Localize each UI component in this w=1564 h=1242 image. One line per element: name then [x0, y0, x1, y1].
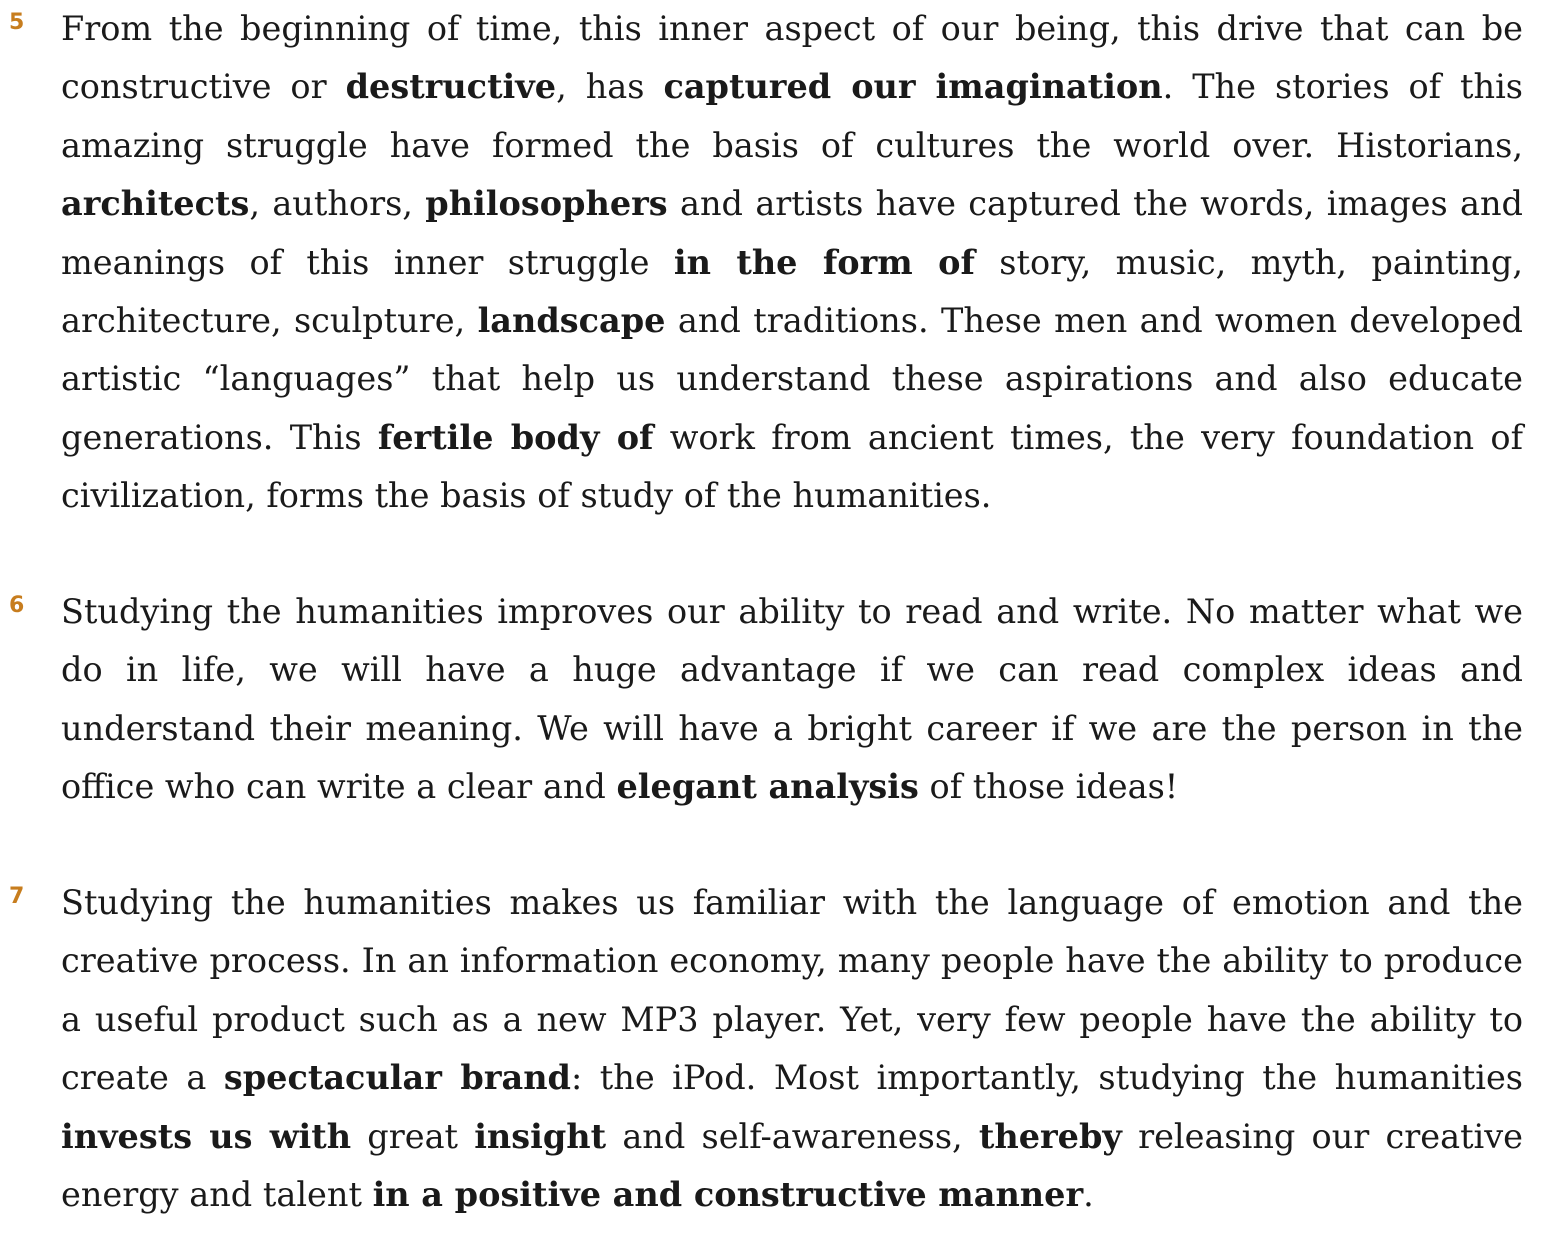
- bold-phrase: philosophers: [425, 184, 668, 224]
- text-segment: and traditions. These men and women developed artistic “languages” that help us understand these aspirations and also educate generations. This: [61, 301, 1524, 457]
- bold-phrase: elegant analysis: [616, 767, 919, 807]
- text-segment: . The stories of this amazing struggle have formed the basis of cultures the world over. Historians,: [61, 67, 1523, 165]
- text-segment: and artists have captured the words, images and meanings of this inner struggle: [61, 184, 1523, 282]
- text-segment: , authors,: [249, 184, 426, 224]
- paragraph-text: [61, 874, 1523, 1224]
- bold-phrase: invests us with: [61, 1116, 352, 1156]
- text-segment: releasing our creative energy and talent: [61, 1116, 1523, 1215]
- text-segment: great: [351, 1116, 475, 1156]
- bold-phrase: destructive: [345, 67, 557, 107]
- paragraph-text: [61, 583, 1523, 817]
- paragraph-number: 5: [9, 10, 25, 35]
- text-segment: of those ideas!: [918, 767, 1179, 807]
- bold-phrase: thereby: [978, 1116, 1122, 1156]
- text-segment: .: [1083, 1175, 1094, 1215]
- paragraph-number: 7: [9, 884, 25, 909]
- text-segment: : the iPod. Most importantly, studying the humanities: [570, 1058, 1524, 1098]
- bold-phrase: spectacular brand: [223, 1058, 571, 1098]
- bold-phrase: insight: [474, 1116, 607, 1156]
- bold-phrase: fertile body of: [377, 417, 654, 457]
- bold-phrase: architects: [61, 184, 250, 224]
- text-segment: and self-awareness,: [606, 1116, 979, 1156]
- paragraph-text: [61, 0, 1523, 526]
- bold-phrase: in a positive and constructive manner: [372, 1175, 1084, 1215]
- bold-phrase: captured our imagination: [663, 67, 1163, 107]
- text-segment: Studying the humanities makes us familiar with the language of emotion and the creative process. In an information economy, many people have the ability to produce a useful product such as a new MP3 player. Yet, very few people have the ability to create a: [61, 883, 1523, 1098]
- text-segment: Studying the humanities improves our ability to read and write. No matter what we do in life, we will have a huge advantage if we can read complex ideas and understand their meaning. We will have a bright career if we are the person in the office who can write a clear and: [61, 592, 1523, 807]
- text-segment: story, music, myth, painting, architecture, sculpture,: [61, 242, 1523, 341]
- bold-phrase: in the form of: [673, 242, 975, 282]
- bold-phrase: landscape: [477, 301, 666, 341]
- text-segment: work from ancient times, the very foundation of civilization, forms the basis of study of the humanities.: [61, 417, 1523, 516]
- paragraph-number: 6: [9, 593, 25, 618]
- text-segment: From the beginning of time, this inner aspect of our being, this drive that can be constructive or: [61, 9, 1523, 107]
- text-segment: , has: [556, 67, 664, 107]
